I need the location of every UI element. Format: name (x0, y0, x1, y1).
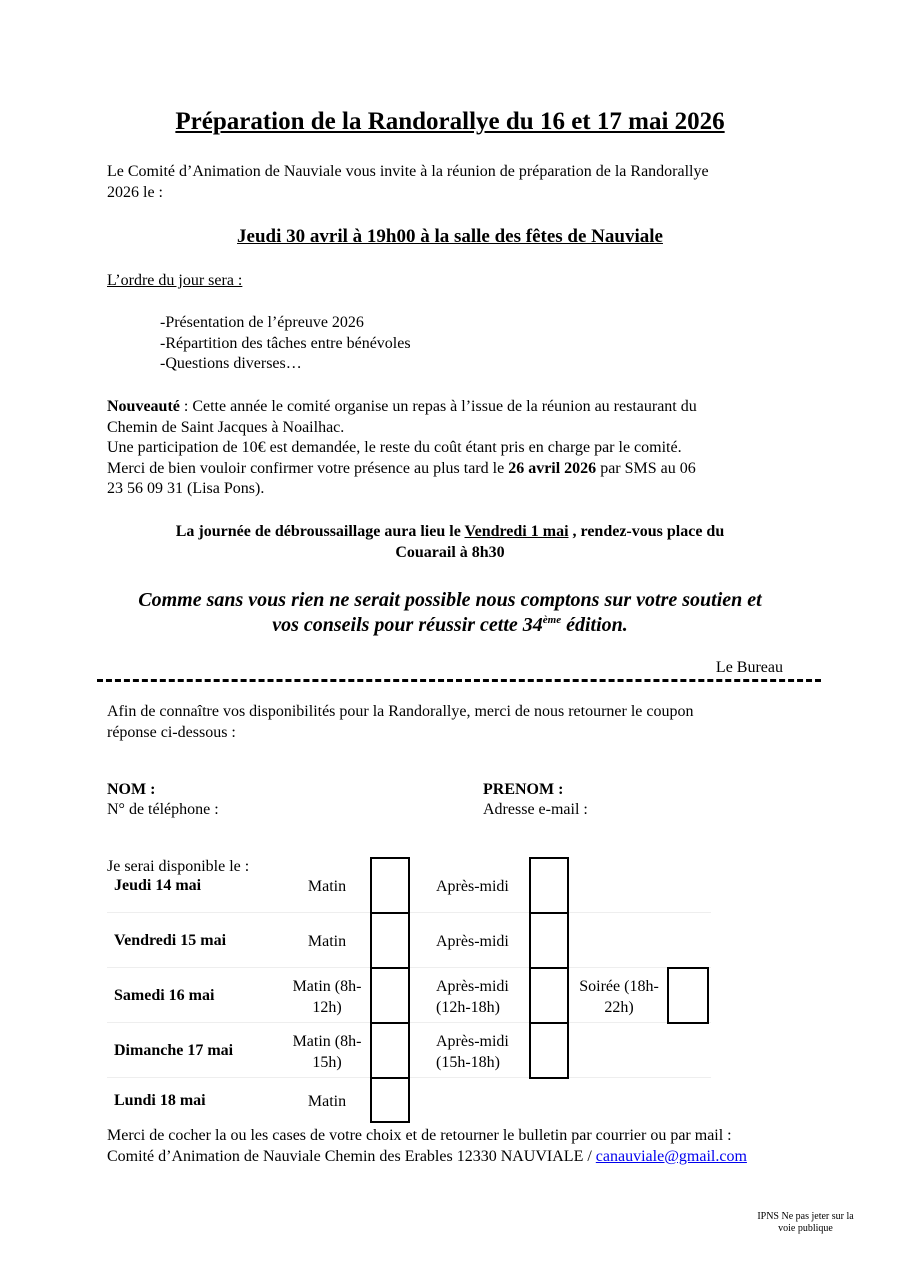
debroussaillage-line-2: Couarail à 8h30 (395, 544, 505, 561)
afternoon-label: Après-midi (436, 878, 509, 895)
morning-checkbox[interactable] (370, 857, 410, 914)
agenda-item: -Présentation de l’épreuve 2026 (160, 314, 364, 331)
morning-checkbox[interactable] (370, 967, 410, 1024)
afternoon-label (436, 1032, 522, 1073)
return-instructions (107, 1126, 747, 1167)
evening-label (574, 977, 664, 1018)
morning-label (288, 1032, 366, 1073)
afternoon-label-line: Après-midi (436, 978, 509, 995)
debroussaillage-notice (120, 521, 780, 563)
ipns-line: IPNS Ne pas jeter sur la (757, 1211, 854, 1222)
telephone-label: N° de téléphone : (107, 801, 219, 818)
signature: Le Bureau (715, 659, 783, 676)
morning-label: Matin (307, 933, 347, 950)
afternoon-label: Après-midi (436, 933, 509, 950)
quote-line-1: Comme sans vous rien ne serait possible nous comptons sur votre soutien et (138, 589, 762, 611)
debroussaillage-text: La journée de débroussaillage aura lieu le (175, 523, 465, 540)
intro-line-2: 2026 le : (107, 183, 163, 201)
agenda-item: -Questions diverses… (160, 355, 302, 372)
debroussaillage-date: Vendredi 1 mai (464, 523, 569, 540)
day-label: Vendredi 15 mai (114, 932, 227, 949)
nouveaute-text: : Cette année le comité organise un repas à l’issue de la réunion au restaurant du (179, 398, 697, 415)
afternoon-label-line: (15h-18h) (436, 1053, 500, 1071)
debroussaillage-text-end: , rendez-vous place du (568, 523, 725, 540)
quote-superscript: ème (542, 613, 562, 626)
coupon-intro-line-2: réponse ci-dessous : (107, 723, 236, 741)
prenom-label: PRENOM : (483, 781, 564, 798)
evening-checkbox[interactable] (667, 967, 709, 1024)
page-title: Préparation de la Randorallye du 16 et 17 mai 2026 (175, 108, 725, 135)
quote-line-2 (80, 613, 820, 638)
morning-label: Matin (307, 878, 347, 895)
nouveaute-line-2: Chemin de Saint Jacques à Noailhac. (107, 418, 345, 436)
morning-label-line: 12h) (312, 998, 342, 1016)
morning-label-line: 15h) (312, 1053, 342, 1071)
return-instructions-line-1: Merci de cocher la ou les cases de votre choix et de retourner le bulletin par courrier ou par mail : (107, 1127, 732, 1144)
morning-label: Matin (307, 1093, 347, 1110)
confirm-date: 26 avril 2026 (508, 459, 597, 477)
evening-label-line: Soirée (18h- (579, 978, 659, 995)
nouveaute-paragraph (107, 397, 807, 500)
intro-text (107, 162, 807, 203)
morning-checkbox[interactable] (370, 1022, 410, 1079)
cut-line-divider (97, 679, 821, 682)
morning-label (288, 977, 366, 1018)
email-link[interactable]: canauviale@gmail.com (595, 1147, 747, 1165)
email-label: Adresse e-mail : (483, 801, 588, 818)
motto-quote (80, 588, 820, 637)
nouveaute-line-1 (107, 397, 807, 418)
afternoon-checkbox[interactable] (529, 1022, 569, 1079)
availability-label: Je serai disponible le : (107, 858, 250, 875)
day-label: Jeudi 14 mai (114, 877, 202, 894)
agenda-item: -Répartition des tâches entre bénévoles (160, 334, 411, 352)
day-label: Samedi 16 mai (114, 987, 215, 1004)
coupon-intro (107, 702, 807, 743)
afternoon-checkbox[interactable] (529, 857, 569, 914)
afternoon-label-line: (12h-18h) (436, 998, 500, 1016)
day-label: Lundi 18 mai (114, 1092, 206, 1109)
meeting-heading: Jeudi 30 avril à 19h00 à la salle des fêtes de Nauviale (237, 226, 663, 247)
confirm-text: Merci de bien vouloir confirmer votre présence au plus tard le (107, 459, 509, 477)
morning-checkbox[interactable] (370, 912, 410, 969)
return-address: Comité d’Animation de Nauviale Chemin des Erables 12330 NAUVIALE / (107, 1147, 596, 1165)
confirm-text-end: par SMS au 06 (596, 459, 696, 477)
day-label: Dimanche 17 mai (114, 1042, 234, 1059)
quote-text: vos conseils pour réussir cette 34 (272, 613, 543, 636)
intro-line-1: Le Comité d’Animation de Nauviale vous invite à la réunion de préparation de la Randorallye (107, 163, 709, 180)
afternoon-label-line: Après-midi (436, 1033, 509, 1050)
nouveaute-label: Nouveauté (107, 398, 180, 415)
coupon-intro-line-1: Afin de connaître vos disponibilités pour la Randorallye, merci de nous retourner le coupon (107, 703, 694, 720)
ipns-notice (748, 1211, 863, 1235)
agenda-list (160, 313, 411, 375)
nom-label: NOM : (107, 781, 156, 798)
afternoon-checkbox[interactable] (529, 967, 569, 1024)
morning-checkbox[interactable] (370, 1077, 410, 1123)
morning-label-line: Matin (8h- (292, 1033, 362, 1050)
evening-label-line: 22h) (604, 998, 634, 1016)
nouveaute-line-3: Une participation de 10€ est demandée, le reste du coût étant pris en charge par le comité. (107, 439, 682, 456)
return-address-line (107, 1147, 747, 1168)
afternoon-label (436, 977, 522, 1018)
morning-label-line: Matin (8h- (292, 978, 362, 995)
debroussaillage-line-1 (120, 521, 780, 542)
quote-text-end: édition. (561, 613, 628, 636)
ipns-line: voie publique (778, 1223, 833, 1234)
agenda-heading: L’ordre du jour sera : (107, 272, 243, 289)
nouveaute-line-4 (107, 459, 807, 480)
afternoon-checkbox[interactable] (529, 912, 569, 969)
nouveaute-line-5: 23 56 09 31 (Lisa Pons). (107, 480, 265, 497)
